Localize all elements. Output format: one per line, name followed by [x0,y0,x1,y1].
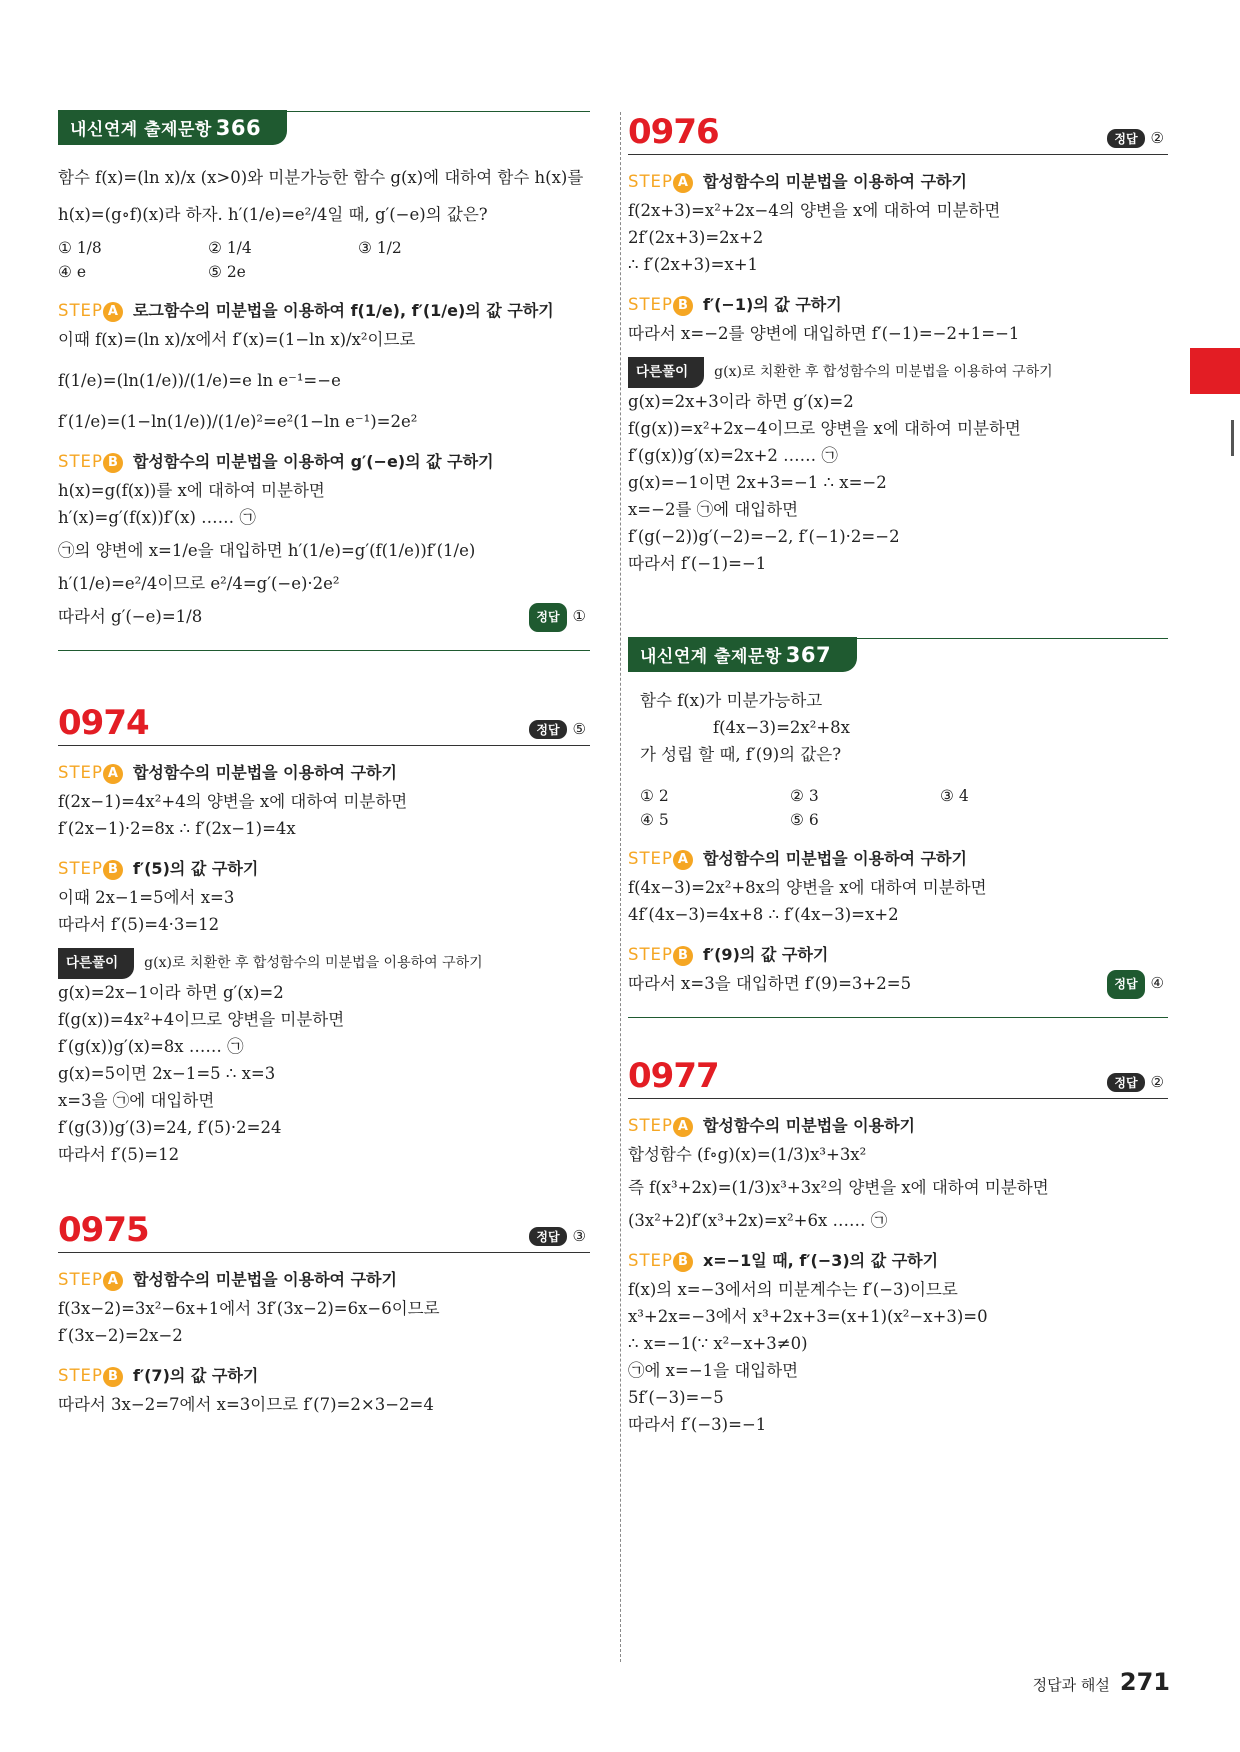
step-badge: A [103,764,123,784]
solution-line: 따라서 f′(−3)=−1 [628,1415,767,1434]
step-title: f′(9)의 값 구하기 [702,945,829,964]
step-a-heading: STEP A 합성함수의 미분법을 이용하여 구하기 [58,763,397,782]
problem-header-0976 [628,110,1168,155]
solution-line: (3x²+2)f′(x³+2x)=x²+6x …… ㉠ [628,1211,888,1230]
step-b-heading: STEP B 합성함수의 미분법을 이용하여 g′(−e)의 값 구하기 [58,452,494,471]
solution-line: 이때 2x−1=5에서 x=3 [58,888,235,907]
banner-number: 366 [215,116,262,140]
side-marker [1231,420,1234,456]
step-a-heading: STEP A 로그함수의 미분법을 이용하여 f(1/e), f′(1/e)의 값 구하기 [58,301,554,320]
solution-line: 따라서 f′(5)=4·3=12 [58,915,220,934]
alt-line: g(x)=−1이면 2x+3=−1 ∴ x=−2 [628,473,887,492]
alt-line: g(x)=2x+3이라 하면 g′(x)=2 [628,392,854,411]
step-b-heading: STEP B f′(7)의 값 구하기 [58,1366,259,1385]
choice-3: ③ 1/2 [358,239,402,257]
prompt-line: h(x)=(g∘f)(x)라 하자. h′(1/e)=e²/4일 때, g′(−e)의 값은? [58,205,488,224]
alt-line: f′(g(x))g′(x)=2x+2 …… ㉠ [628,446,838,465]
banner-367 [628,637,1168,677]
footer-label: 정답과 해설 [1032,1676,1110,1694]
step-title: 합성함수의 미분법을 이용하여 구하기 [132,1270,397,1289]
problem-number: 0976 [628,112,719,152]
solution-line: f(2x+3)=x²+2x−4의 양변을 x에 대하여 미분하면 [628,201,1001,220]
problem-header-0977 [628,1054,1168,1099]
alt-line: f′(g(3))g′(3)=24, f′(5)·2=24 [58,1118,282,1137]
answer-0975: 정답 ③ [529,1227,586,1246]
problem-header-0974 [58,701,590,746]
choice-5: ⑤ 6 [790,811,819,829]
step-title: 로그함수의 미분법을 이용하여 f(1/e), f′(1/e)의 값 구하기 [132,301,554,320]
problem-number: 0977 [628,1056,719,1096]
step-badge: B [103,860,123,880]
answer-0974: 정답 ⑤ [529,720,586,739]
solution-line: x³+2x=−3에서 x³+2x+3=(x+1)(x²−x+3)=0 [628,1307,988,1326]
step-badge: A [673,1117,693,1137]
solution-final-line: 따라서 g′(−e)=1/8 정답 ① [58,603,590,630]
solution-line: 즉 f(x³+2x)=(1/3)x³+3x²의 양변을 x에 대하여 미분하면 [628,1178,1049,1197]
step-title: 합성함수의 미분법을 이용하기 [702,1116,916,1135]
step-badge: B [103,453,123,473]
solution-line: ∴ x=−1(∵ x²−x+3≠0) [628,1334,808,1353]
step-title: 합성함수의 미분법을 이용하여 구하기 [132,763,397,782]
solution-line: 따라서 x=−2를 양변에 대입하면 f′(−1)=−2+1=−1 [628,324,1020,343]
solution-line: h′(x)=g′(f(x))f′(x) …… ㉠ [58,508,256,527]
choice-1: ① 2 [640,787,669,805]
problem-number: 0975 [58,1210,149,1250]
step-badge: B [673,296,693,316]
answer-367: 정답 ④ [1107,970,1164,999]
answer-0976: 정답 ② [1107,129,1164,148]
alt-line: 따라서 f′(5)=12 [58,1145,180,1164]
step-badge: B [673,1252,693,1272]
alt-line: f(g(x))=4x²+4이므로 양변을 미분하면 [58,1010,345,1029]
banner-prefix: 내신연계 출제문항 [70,120,212,140]
alt-line: g(x)=2x−1이라 하면 g′(x)=2 [58,983,284,1002]
alt-line: f′(g(−2))g′(−2)=−2, f′(−1)·2=−2 [628,527,900,546]
step-badge: B [673,946,693,966]
solution-line: f(2x−1)=4x²+4의 양변을 x에 대하여 미분하면 [58,792,408,811]
solution-line: 5f′(−3)=−5 [628,1388,724,1407]
step-b-heading: STEP B f′(9)의 값 구하기 [628,945,829,964]
solution-line: f(4x−3)=2x²+8x의 양변을 x에 대하여 미분하면 [628,878,987,897]
step-title: f′(−1)의 값 구하기 [702,295,842,314]
problem-number: 0974 [58,703,149,743]
problem-header-0975 [58,1208,590,1253]
solution-line: f′(3x−2)=2x−2 [58,1326,183,1345]
step-badge: A [103,1271,123,1291]
choices [640,784,1168,832]
section-separator [628,1017,1168,1018]
step-a-heading: STEP A 합성함수의 미분법을 이용하여 구하기 [628,172,967,191]
page-footer [1033,1668,1170,1696]
left-column [58,110,590,1418]
step-title: f′(5)의 값 구하기 [132,859,259,878]
prompt-line: 함수 f(x)=(ln x)/x (x>0)와 미분가능한 함수 g(x)에 대하여 함수 h(x)를 [58,168,584,187]
alt-line: x=−2를 ㉠에 대입하면 [628,500,799,519]
chapter-side-tab [1190,348,1240,394]
choices [58,236,590,284]
step-badge: A [673,850,693,870]
solution-line: 4f′(4x−3)=4x+8 ∴ f′(4x−3)=x+2 [628,905,899,924]
solution-line: 이때 f(x)=(ln x)/x에서 f′(x)=(1−ln x)/x²이므로 [58,330,416,349]
solution-line: f(1/e)=(ln(1/e))/(1/e)=e ln e⁻¹=−e [58,371,341,390]
solution-line: f(x)의 x=−3에서의 미분계수는 f′(−3)이므로 [628,1280,958,1299]
alt-line: g(x)=5이면 2x−1=5 ∴ x=3 [58,1064,276,1083]
solution-line: 합성함수 (f∘g)(x)=(1/3)x³+3x² [628,1145,867,1164]
alt-solution-heading: 다른풀이 g(x)로 치환한 후 합성함수의 미분법을 이용하여 구하기 [628,357,1168,388]
step-b-heading: STEP B f′(−1)의 값 구하기 [628,295,842,314]
step-b-heading: STEP B f′(5)의 값 구하기 [58,859,259,878]
solution-line: ∴ f′(2x+3)=x+1 [628,255,759,274]
step-title: 합성함수의 미분법을 이용하여 구하기 [702,849,967,868]
choice-2: ② 3 [790,787,819,805]
step-title: 합성함수의 미분법을 이용하여 구하기 [702,172,967,191]
choice-4: ④ e [58,263,86,281]
step-badge: B [103,1367,123,1387]
alt-line: f′(g(x))g′(x)=8x …… ㉠ [58,1037,244,1056]
step-b-heading: STEP B x=−1일 때, f′(−3)의 값 구하기 [628,1251,939,1270]
alt-solution-heading: 다른풀이 g(x)로 치환한 후 합성함수의 미분법을 이용하여 구하기 [58,948,590,979]
choice-3: ③ 4 [940,787,969,805]
solution-line: h(x)=g(f(x))를 x에 대하여 미분하면 [58,481,325,500]
alt-line: x=3을 ㉠에 대입하면 [58,1091,215,1110]
answer-366: 정답 ① [529,603,586,632]
solution-line: 2f′(2x+3)=2x+2 [628,228,764,247]
solution-line: f(3x−2)=3x²−6x+1에서 3f′(3x−2)=6x−6이므로 [58,1299,440,1318]
solution-line: ㉠의 양변에 x=1/e을 대입하면 h′(1/e)=g′(f(1/e))f′(1/e) [58,541,476,560]
solution-line: ㉠에 x=−1을 대입하면 [628,1361,799,1380]
banner-number: 367 [785,643,832,667]
step-a-heading: STEP A 합성함수의 미분법을 이용하여 구하기 [58,1270,397,1289]
prompt-line: f(4x−3)=2x²+8x [713,718,850,737]
choice-1: ① 1/8 [58,239,102,257]
answer-0977: 정답 ② [1107,1073,1164,1092]
section-separator [58,650,590,651]
step-badge: A [673,173,693,193]
choice-5: ⑤ 2e [208,263,246,281]
step-title: f′(7)의 값 구하기 [132,1366,259,1385]
step-title: x=−1일 때, f′(−3)의 값 구하기 [702,1251,939,1270]
prompt-line: 가 성립 할 때, f′(9)의 값은? [640,745,842,764]
column-divider [620,112,621,1662]
choice-4: ④ 5 [640,811,669,829]
solution-line: h′(1/e)=e²/4이므로 e²/4=g′(−e)·2e² [58,574,340,593]
solution-line: f′(2x−1)·2=8x ∴ f′(2x−1)=4x [58,819,296,838]
banner-prefix: 내신연계 출제문항 [640,647,782,667]
banner-366 [58,110,590,150]
choice-2: ② 1/4 [208,239,252,257]
solution-final-line: 따라서 x=3을 대입하면 f′(9)=3+2=5 정답 ④ [628,970,1168,997]
solution-line: f′(1/e)=(1−ln(1/e))/(1/e)²=e²(1−ln e⁻¹)=2e² [58,412,418,431]
page-number: 271 [1119,1668,1170,1696]
right-column [628,110,1168,1438]
alt-line: f(g(x))=x²+2x−4이므로 양변을 x에 대하여 미분하면 [628,419,1021,438]
step-a-heading: STEP A 합성함수의 미분법을 이용하여 구하기 [628,849,967,868]
solution-line: 따라서 3x−2=7에서 x=3이므로 f′(7)=2×3−2=4 [58,1395,434,1414]
step-badge: A [103,302,123,322]
step-a-heading: STEP A 합성함수의 미분법을 이용하기 [628,1116,916,1135]
prompt-line: 함수 f(x)가 미분가능하고 [640,691,823,710]
step-title: 합성함수의 미분법을 이용하여 g′(−e)의 값 구하기 [132,452,494,471]
alt-line: 따라서 f′(−1)=−1 [628,554,767,573]
